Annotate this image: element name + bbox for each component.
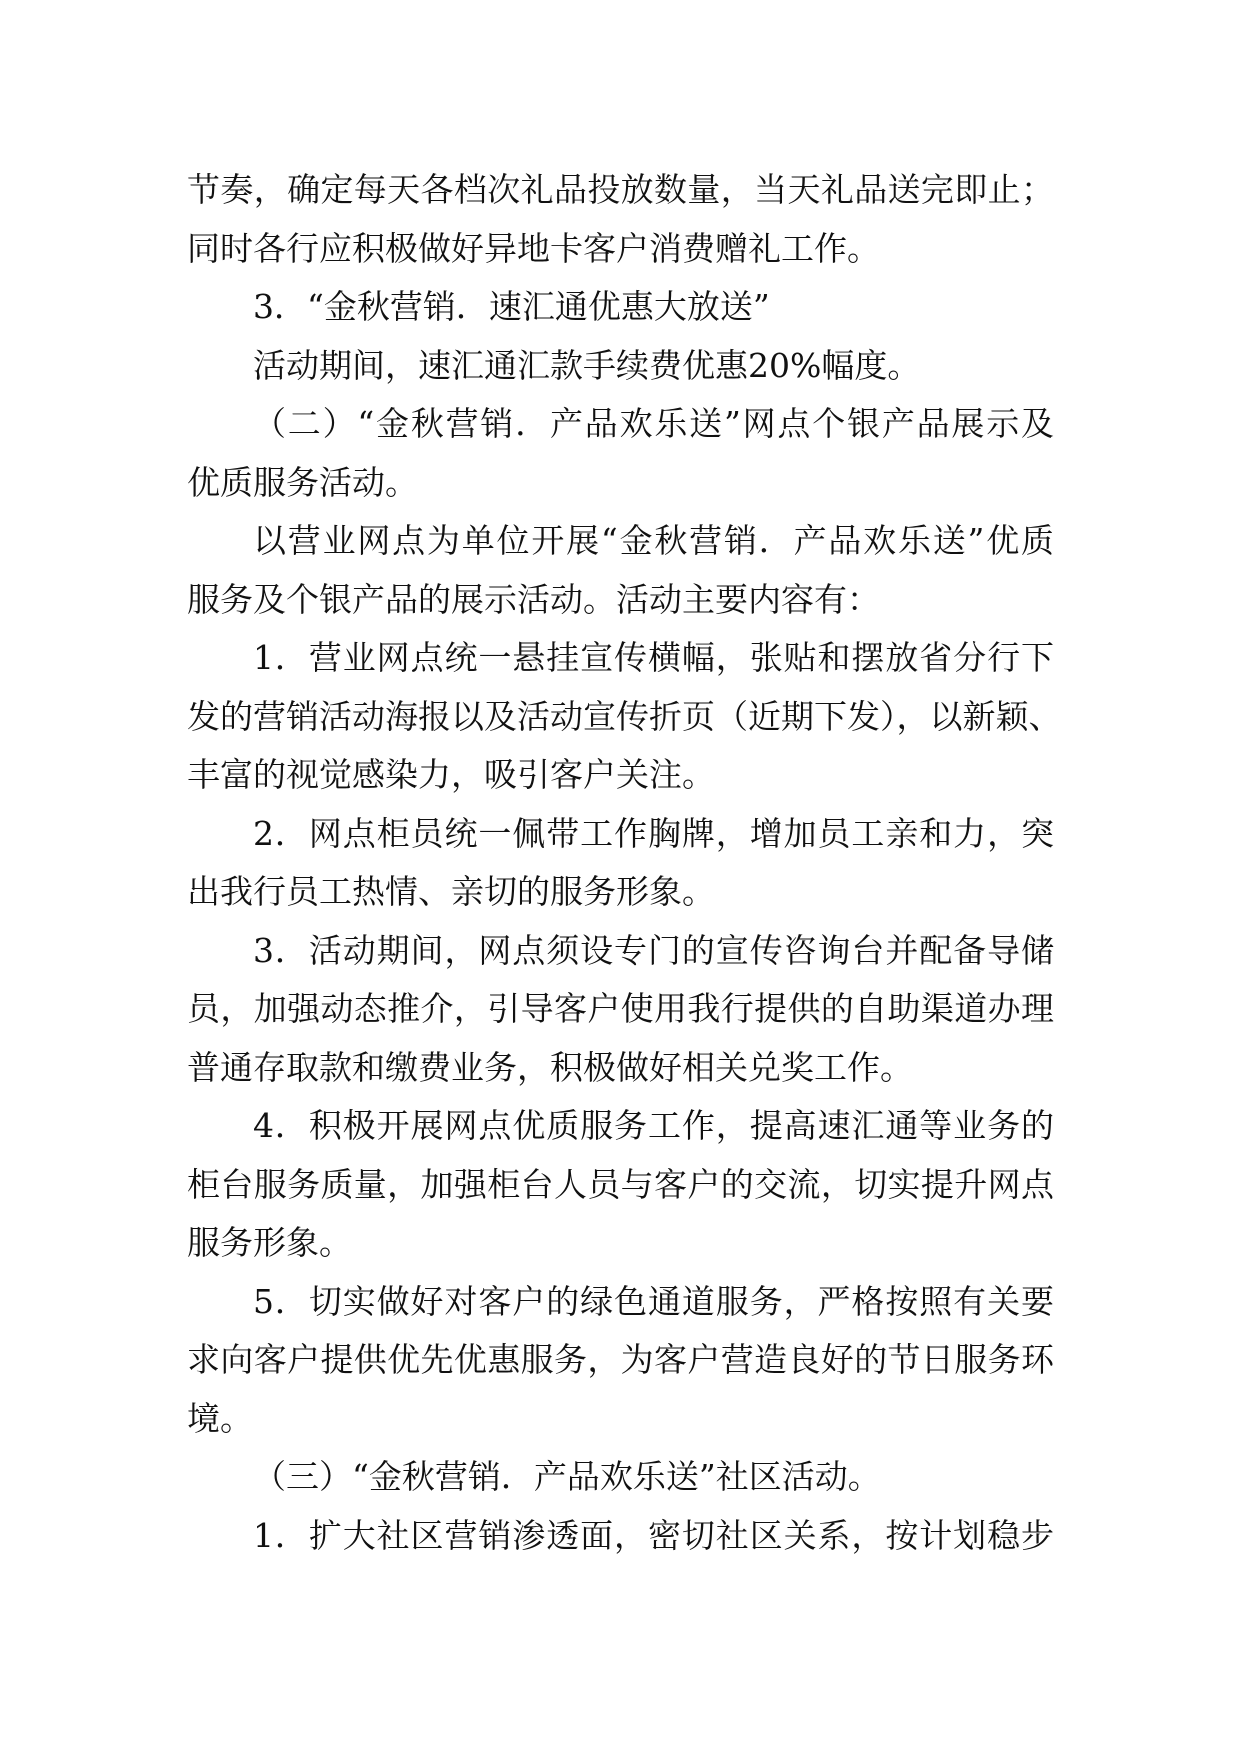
paragraph: [187, 337, 1054, 396]
text-line: （三）“金秋营销．产品欢乐送”社区活动。: [253, 1457, 881, 1496]
paragraph: [187, 512, 1054, 629]
text-line: 服务及个银产品的展示活动。活动主要内容有：: [187, 579, 880, 619]
paragraph: [187, 395, 1054, 512]
text-line: 以营业网点为单位开展“金秋营销．产品欢乐送”优质: [253, 521, 1054, 560]
text-line: 境。: [187, 1398, 253, 1438]
text-line: 优质服务活动。: [187, 462, 418, 502]
text-line: 5．切实做好对客户的绿色通道服务，严格按照有关要: [253, 1281, 1054, 1321]
text-line: 出我行员工热情、亲切的服务形象。: [187, 872, 715, 911]
paragraph: [187, 161, 1054, 278]
text-line: （二）“金秋营销．产品欢乐送”网点个银产品展示及: [253, 404, 1054, 443]
paragraph: [187, 629, 1062, 805]
paragraph: [187, 1273, 1054, 1449]
text-line: 3．“金秋营销．速汇通优惠大放送”: [253, 287, 770, 326]
text-line: 丰富的视觉感染力，吸引客户关注。: [187, 755, 715, 794]
text-line: 活动期间，速汇通汇款手续费优惠20%幅度。: [253, 345, 921, 385]
text-line: 发的营销活动海报以及活动宣传折页（近期下发），以新颖、: [187, 696, 1062, 736]
text-line: 柜台服务质量，加强柜台人员与客户的交流，切实提升网点: [187, 1164, 1054, 1204]
paragraph: [187, 922, 1054, 1098]
text-line: 节奏，确定每天各档次礼品投放数量，当天礼品送完即止；: [187, 170, 1054, 209]
text-line: 同时各行应积极做好异地卡客户消费赠礼工作。: [187, 228, 880, 268]
paragraph: [187, 1448, 1054, 1507]
paragraph: [187, 1507, 1054, 1566]
text-line: 求向客户提供优先优惠服务，为客户营造良好的节日服务环: [187, 1340, 1054, 1379]
text-line: 4．积极开展网点优质服务工作，提高速汇通等业务的: [253, 1106, 1054, 1145]
paragraph: [187, 278, 1054, 337]
text-line: 1．营业网点统一悬挂宣传横幅，张贴和摆放省分行下: [253, 638, 1054, 677]
paragraph: [187, 805, 1054, 922]
paragraph: [187, 1097, 1054, 1273]
text-line: 2．网点柜员统一佩带工作胸牌，增加员工亲和力，突: [253, 813, 1054, 853]
text-line: 1．扩大社区营销渗透面，密切社区关系，按计划稳步: [253, 1515, 1054, 1555]
text-line: 服务形象。: [187, 1223, 352, 1262]
text-line: 普通存取款和缴费业务，积极做好相关兑奖工作。: [187, 1047, 913, 1087]
text-line: 员，加强动态推介，引导客户使用我行提供的自助渠道办理: [187, 989, 1054, 1028]
document-body: [187, 161, 1062, 1565]
text-line: 3．活动期间，网点须设专门的宣传咨询台并配备导储: [253, 930, 1054, 970]
